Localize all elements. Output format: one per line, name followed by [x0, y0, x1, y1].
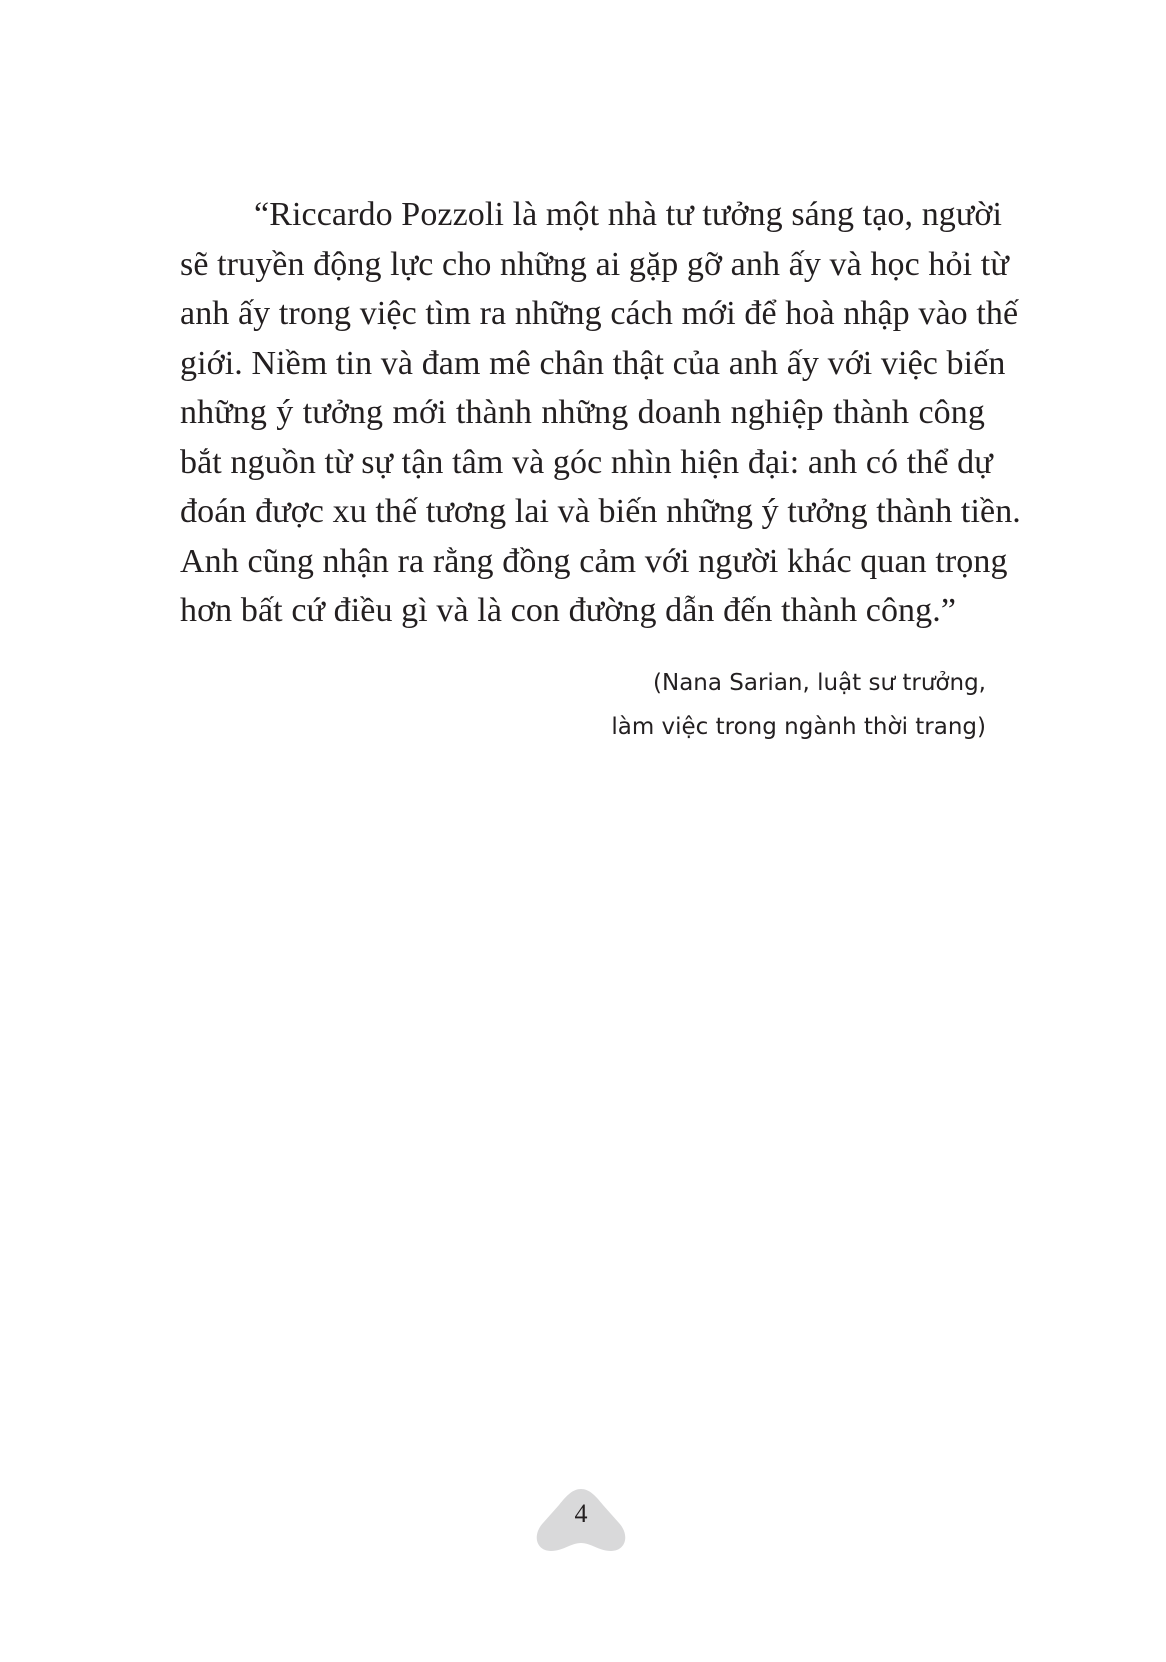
quote-line: anh ấy trong việc tìm ra những cách mới để hoà nhập vào thế [180, 295, 1019, 332]
quote-line: sẽ truyền động lực cho những ai gặp gỡ anh ấy và học hỏi từ [180, 245, 1009, 283]
quote-line: “Riccardo Pozzoli là một nhà tư tưởng sáng tạo, người [254, 196, 1003, 233]
quote-line: những ý tưởng mới thành những doanh nghiệp thành công [180, 394, 985, 431]
testimonial-quote [180, 190, 1021, 636]
quote-line: hơn bất cứ điều gì và là con đường dẫn đến thành công.” [180, 592, 957, 629]
quote-attribution [611, 661, 986, 749]
attribution-line: (Nana Sarian, luật sư trưởng, [653, 670, 986, 696]
quote-line: giới. Niềm tin và đam mê chân thật của anh ấy với việc biến [180, 344, 1006, 382]
quote-line: Anh cũng nhận ra rằng đồng cảm với người khác quan trọng [180, 542, 1008, 580]
page-number-badge [533, 1485, 629, 1559]
attribution-line: làm việc trong ngành thời trang) [611, 714, 986, 740]
quote-line: đoán được xu thế tương lai và biến những ý tưởng thành tiền. [180, 493, 1021, 530]
quote-line: bắt nguồn từ sự tận tâm và góc nhìn hiện đại: anh có thể dự [180, 443, 993, 481]
page-number: 4 [574, 1499, 588, 1528]
